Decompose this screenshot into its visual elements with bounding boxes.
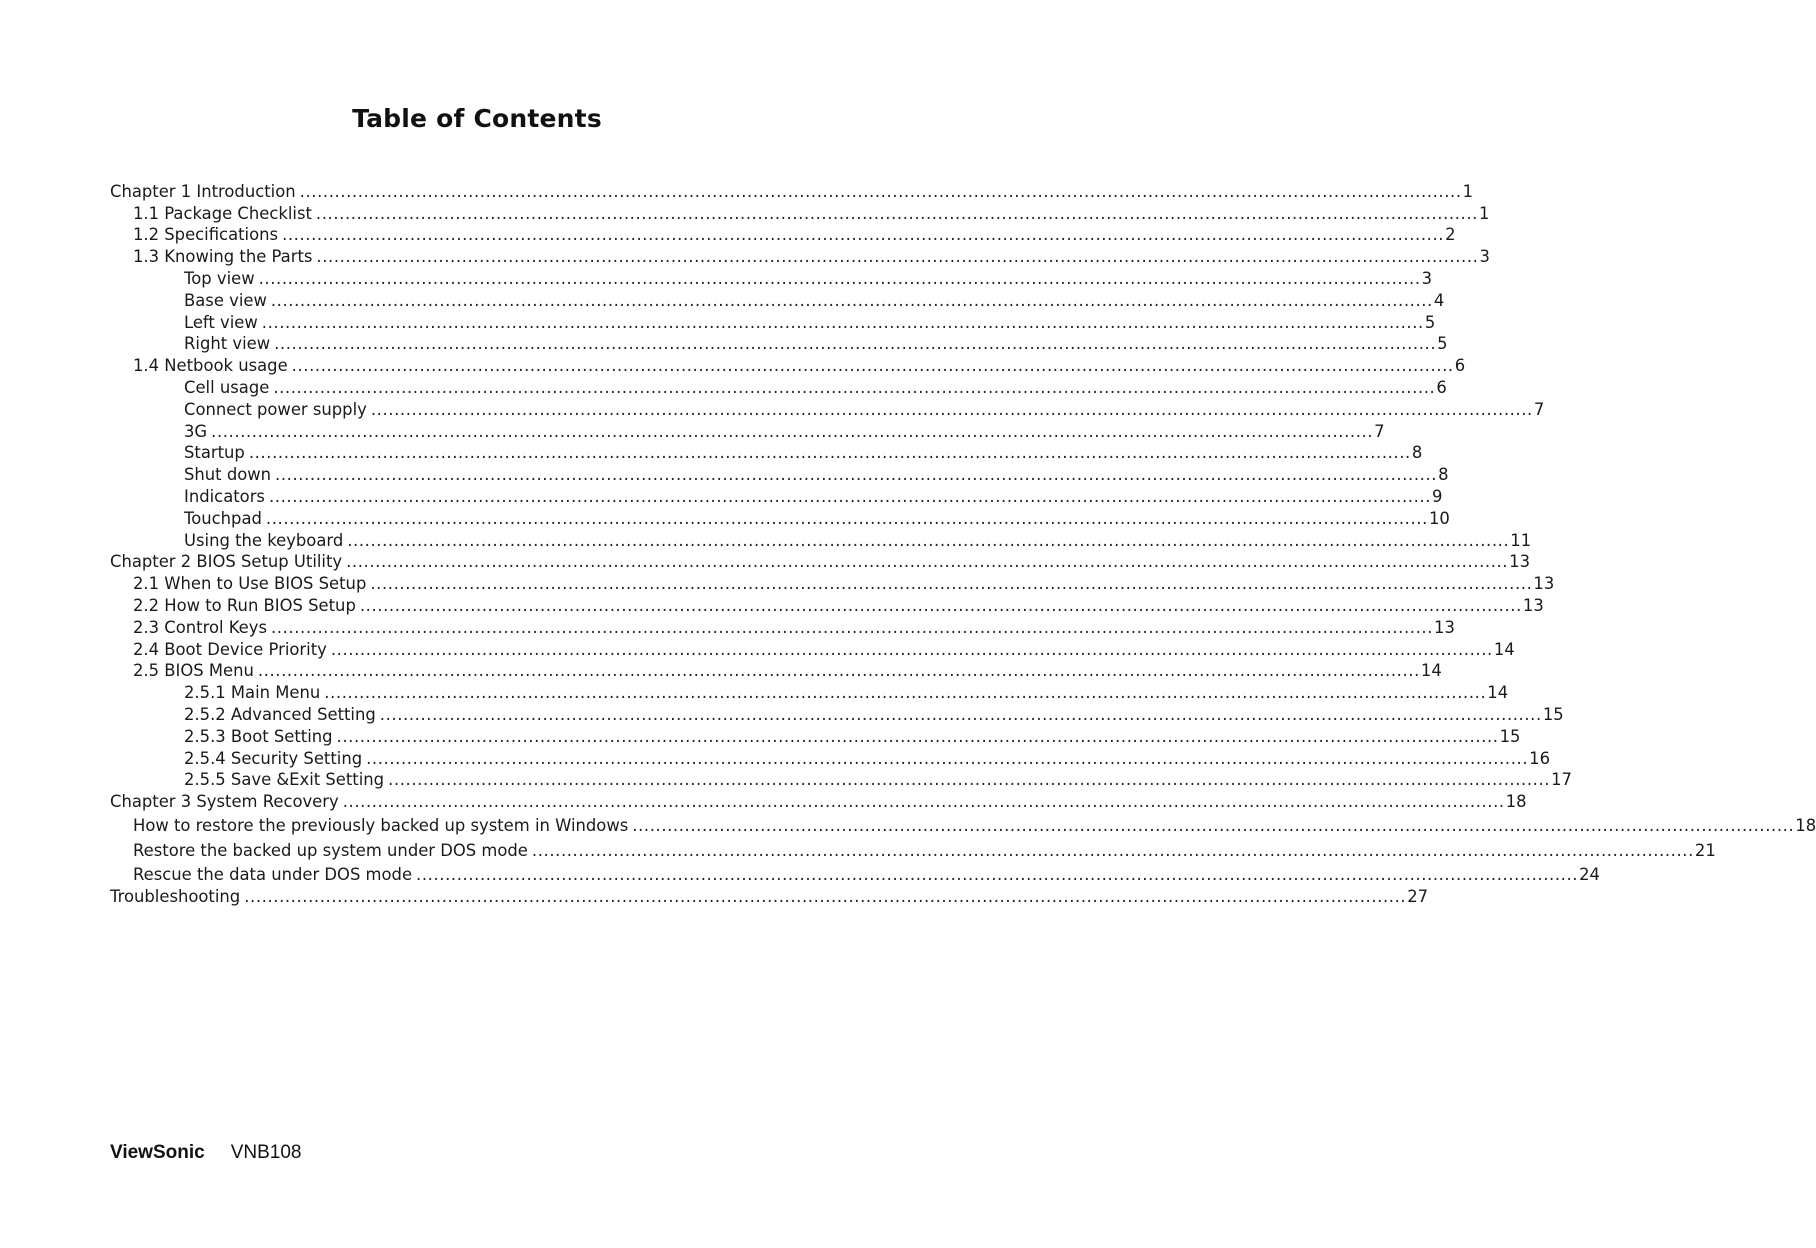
toc-entry[interactable] [0,376,1447,398]
toc-dot-leader: ........................................................................................................................................................................................................ [258,268,1421,288]
toc-dot-leader: ........................................................................................................................................................................................................ [416,865,1579,884]
toc-entry[interactable] [0,224,1456,246]
toc-entry-label: Cell usage [184,377,270,397]
toc-entry[interactable] [0,812,1816,836]
footer-brand: ViewSonic [110,1142,205,1163]
toc-entry-label: 3G [184,421,208,441]
toc-entry[interactable] [0,333,1448,355]
toc-entry-page-number: 6 [1436,377,1447,397]
toc-entry-page-number: 18 [1795,816,1816,836]
toc-entry[interactable] [0,861,1600,885]
toc-dot-leader: ........................................................................................................................................................................................................ [282,225,1445,245]
toc-entry-page-number: 2 [1445,225,1456,245]
toc-dot-leader: ........................................................................................................................................................................................................ [299,181,1462,201]
toc-entry-page-number: 13 [1509,552,1530,572]
toc-dot-leader: ........................................................................................................................................................................................................ [388,770,1551,790]
toc-entry-label: 2.5.4 Security Setting [184,748,363,768]
toc-dot-leader: ........................................................................................................................................................................................................ [379,704,1542,724]
toc-entry-label: Rescue the data under DOS mode [133,865,413,884]
toc-entry-label: 1.1 Package Checklist [133,203,312,223]
toc-entry-label: 2.5 BIOS Menu [133,661,254,681]
toc-entry-label: 2.5.1 Main Menu [184,683,321,703]
toc-entry[interactable] [0,267,1433,289]
toc-entry[interactable] [0,594,1544,616]
toc-dot-leader: ........................................................................................................................................................................................................ [324,683,1487,703]
toc-entry[interactable] [0,725,1521,747]
toc-entry[interactable] [0,420,1385,442]
toc-entry[interactable] [0,790,1527,812]
toc-entry-page-number: 18 [1505,792,1527,812]
toc-dot-leader: ........................................................................................................................................................................................................ [273,377,1436,397]
toc-entry-page-number: 13 [1522,595,1544,615]
toc-entry-page-number: 14 [1420,661,1442,681]
toc-entry[interactable] [0,836,1716,860]
toc-dot-leader: ........................................................................................................................................................................................................ [265,508,1428,528]
toc-entry[interactable] [0,703,1564,725]
toc-dot-leader: ........................................................................................................................................................................................................ [275,465,1438,485]
toc-entry-page-number: 10 [1428,508,1450,528]
toc-entry-label: Base view [184,290,267,310]
toc-entry[interactable] [0,660,1442,682]
toc-entry[interactable] [0,180,1474,202]
toc-entry-page-number: 1 [1478,203,1490,223]
footer [110,1142,301,1164]
toc-entry-label: How to restore the previously backed up system in Windows [133,816,629,836]
toc-entry-label: Chapter 2 BIOS Setup Utility [110,552,343,572]
toc-dot-leader: ........................................................................................................................................................................................................ [271,617,1434,637]
toc-dot-leader: ........................................................................................................................................................................................................ [261,312,1424,332]
toc-entry[interactable] [0,442,1423,464]
toc-entry[interactable] [0,681,1509,703]
toc-entry-page-number: 1 [1462,181,1474,201]
toc-entry-page-number: 7 [1374,421,1385,441]
toc-dot-leader: ........................................................................................................................................................................................................ [211,421,1374,441]
toc-dot-leader: ........................................................................................................................................................................................................ [336,726,1499,746]
toc-dot-leader: ........................................................................................................................................................................................................ [346,552,1509,572]
toc-dot-leader: ........................................................................................................................................................................................................ [359,595,1522,615]
toc-entry-label: Using the keyboard [184,530,344,550]
toc-entry-page-number: 15 [1542,704,1564,724]
toc-entry[interactable] [0,398,1545,420]
toc-dot-leader: ........................................................................................................................................................................................................ [268,486,1432,506]
toc-entry[interactable] [0,507,1450,529]
toc-entry-label: Chapter 3 System Recovery [110,792,339,812]
toc-entry-label: 1.2 Specifications [133,225,279,245]
toc-dot-leader: ........................................................................................................................................................................................................ [316,247,1479,267]
toc-entry-page-number: 5 [1424,312,1436,332]
toc-dot-leader: ........................................................................................................................................................................................................ [291,356,1454,376]
toc-dot-leader: ........................................................................................................................................................................................................ [342,792,1505,812]
toc-dot-leader: ........................................................................................................................................................................................................ [370,574,1533,594]
toc-entry-page-number: 11 [1510,530,1532,550]
toc-dot-leader: ........................................................................................................................................................................................................ [244,886,1407,906]
toc-entry-label: 2.5.2 Advanced Setting [184,704,376,724]
toc-dot-leader: ........................................................................................................................................................................................................ [366,748,1529,768]
toc-entry[interactable] [0,463,1449,485]
toc-entry-label: Right view [184,334,271,354]
toc-entry-page-number: 7 [1533,399,1545,419]
toc-entry-label: 2.1 When to Use BIOS Setup [133,574,367,594]
toc-dot-leader: ........................................................................................................................................................................................................ [257,661,1420,681]
toc-entry[interactable] [0,311,1436,333]
toc-entry-label: Shut down [184,465,272,485]
toc-entry[interactable] [0,747,1551,769]
toc-entry-page-number: 4 [1433,290,1445,310]
toc-entry-label: 2.5.5 Save &Exit Setting [184,770,385,790]
toc-entry-page-number: 24 [1579,865,1600,884]
toc-dot-leader: ........................................................................................................................................................................................................ [274,334,1437,354]
toc-entry-page-number: 14 [1493,639,1515,659]
toc-entry-label: 2.3 Control Keys [133,617,267,637]
toc-entry-page-number: 8 [1411,443,1423,463]
toc-entry-page-number: 6 [1454,356,1466,376]
toc-entry-label: Startup [184,443,245,463]
toc-entry-label: Connect power supply [184,399,367,419]
toc-dot-leader: ........................................................................................................................................................................................................ [248,443,1411,463]
toc-entry-page-number: 5 [1437,334,1448,354]
toc-entry-label: Indicators [184,486,265,506]
toc-entry[interactable] [0,289,1445,311]
toc-entry-page-number: 3 [1421,268,1433,288]
toc-entry[interactable] [0,638,1515,660]
toc-entry-page-number: 8 [1438,465,1449,485]
toc-dot-leader: ........................................................................................................................................................................................................ [315,203,1478,223]
toc-entry[interactable] [0,885,1429,907]
toc-entry[interactable] [0,485,1443,507]
toc-entry-page-number: 21 [1694,840,1716,860]
toc-entry-page-number: 15 [1499,726,1521,746]
toc-entry[interactable] [0,202,1490,224]
page-title: Table of Contents [352,104,602,133]
toc-dot-leader: ........................................................................................................................................................................................................ [330,639,1493,659]
footer-model: VNB108 [230,1142,302,1163]
toc-entry[interactable] [0,572,1555,594]
toc-entry-page-number: 3 [1479,247,1490,267]
toc-dot-leader: ........................................................................................................................................................................................................ [632,816,1795,836]
toc-entry-label: Troubleshooting [110,886,241,906]
toc-entry-page-number: 13 [1434,617,1455,637]
toc-entry[interactable] [0,616,1455,638]
toc-dot-leader: ........................................................................................................................................................................................................ [270,290,1433,310]
toc-entry[interactable] [0,529,1532,551]
toc-entry[interactable] [0,769,1572,791]
toc-entry-label: 2.5.3 Boot Setting [184,726,333,746]
toc-entry-page-number: 9 [1432,486,1443,506]
toc-entry[interactable] [0,551,1530,573]
toc-entry-page-number: 13 [1533,574,1555,594]
toc-entry-page-number: 14 [1487,683,1509,703]
toc-entry[interactable] [0,245,1490,267]
toc-entry-label: Left view [184,312,258,332]
toc-entry-label: 1.4 Netbook usage [133,356,288,376]
toc-dot-leader: ........................................................................................................................................................................................................ [347,530,1510,550]
toc-entry-page-number: 27 [1407,886,1429,906]
toc-entry-label: Top view [184,268,255,288]
toc-entry-page-number: 17 [1551,770,1572,790]
toc-dot-leader: ........................................................................................................................................................................................................ [370,399,1533,419]
toc-entry-label: 2.2 How to Run BIOS Setup [133,595,356,615]
toc-entry-page-number: 16 [1529,748,1551,768]
toc-entry-label: Chapter 1 Introduction [110,181,296,201]
toc-entry-label: Touchpad [184,508,262,528]
toc-entry-label: Restore the backed up system under DOS mode [133,840,528,860]
table-of-contents [0,180,1816,907]
toc-dot-leader: ........................................................................................................................................................................................................ [531,840,1694,860]
toc-entry-label: 1.3 Knowing the Parts [133,247,313,267]
toc-entry-label: 2.4 Boot Device Priority [133,639,327,659]
toc-entry[interactable] [0,354,1466,376]
